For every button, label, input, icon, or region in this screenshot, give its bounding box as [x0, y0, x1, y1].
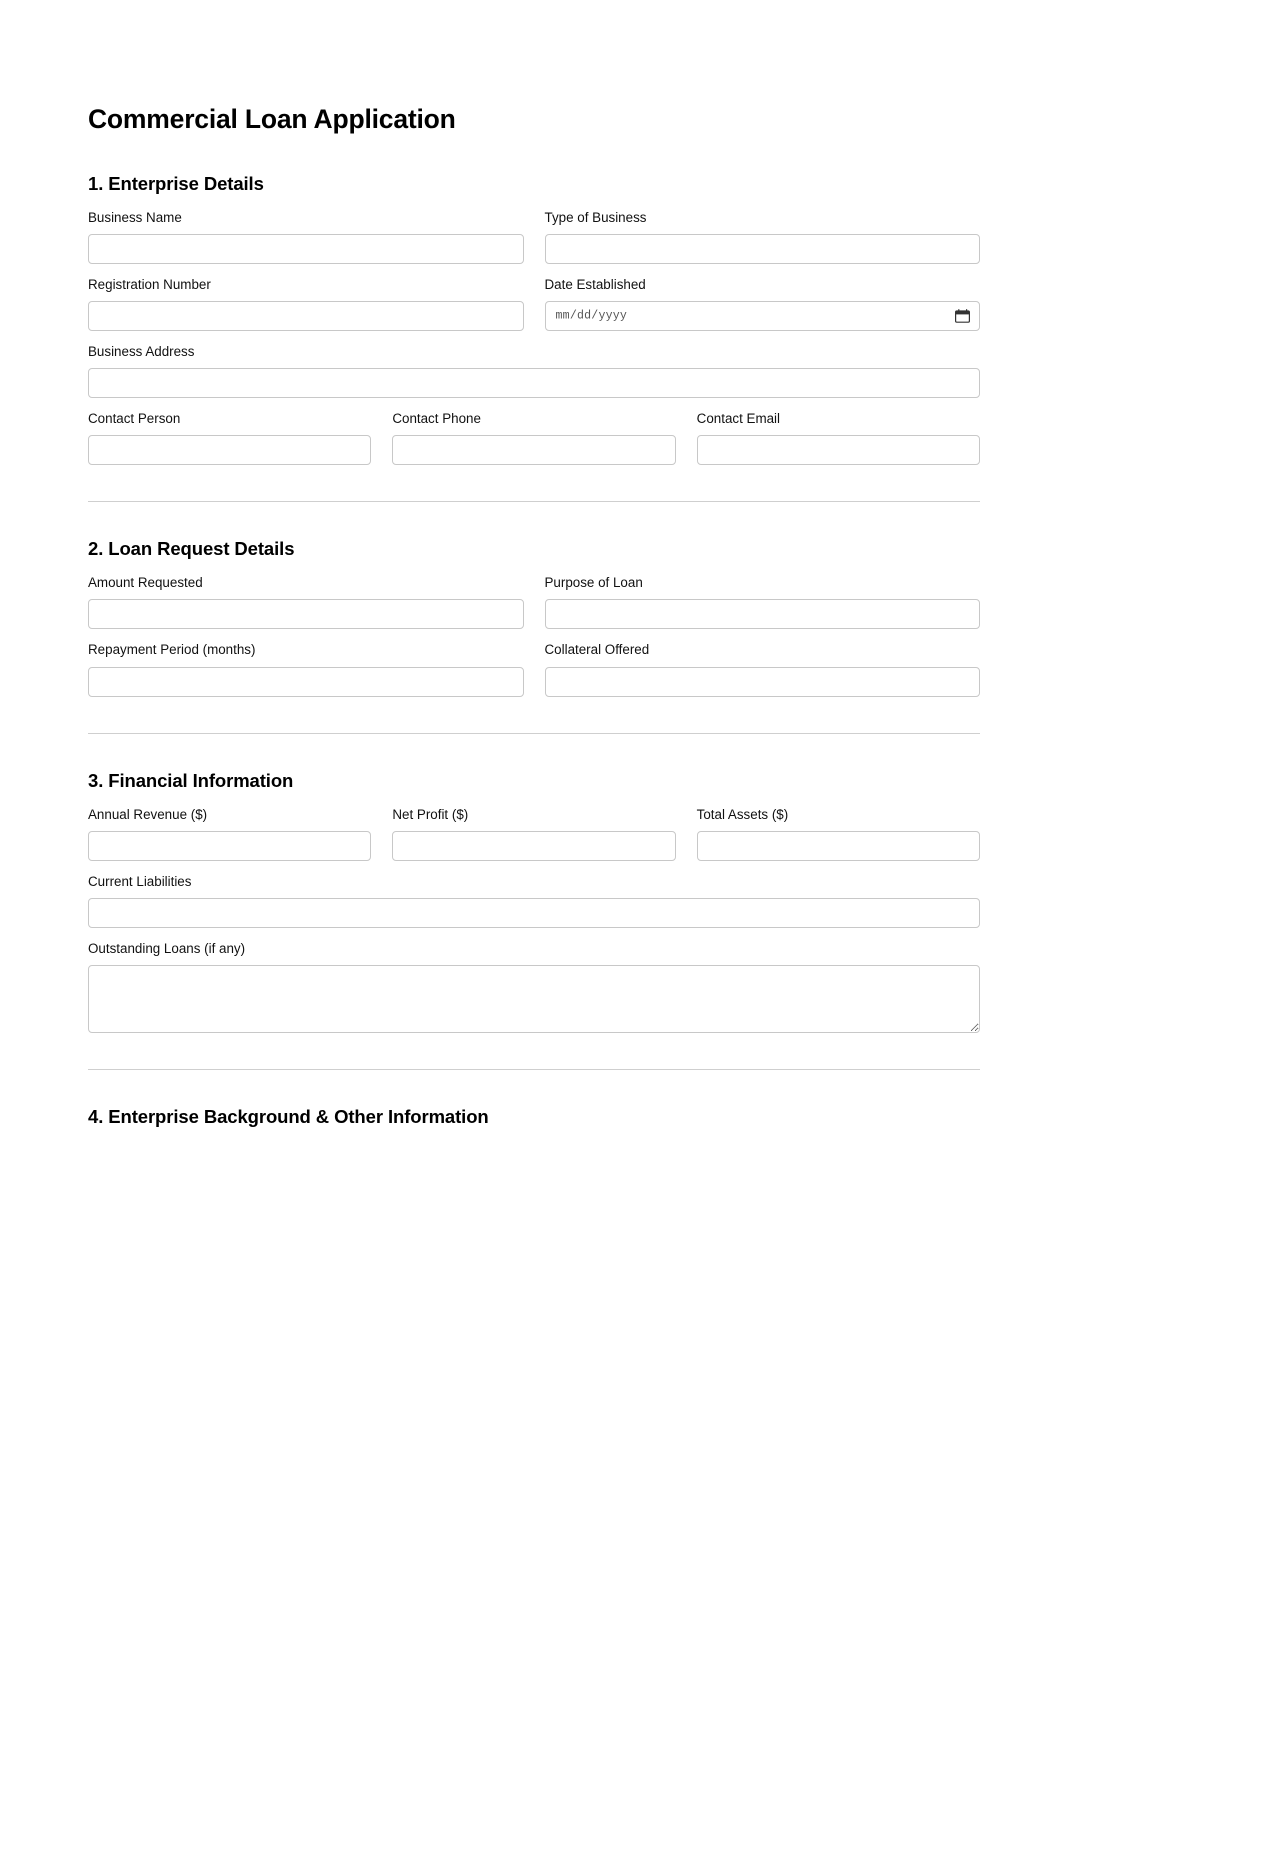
field-row — [88, 873, 980, 928]
text-input[interactable] — [88, 435, 371, 465]
form-field — [88, 276, 524, 331]
field-label: Outstanding Loans (if any) — [88, 940, 246, 956]
section-heading: 4. Enterprise Background & Other Information — [88, 1105, 489, 1127]
form-field — [88, 209, 524, 264]
field-label: Purpose of Loan — [544, 575, 643, 591]
form-field — [88, 343, 980, 398]
field-label: Contact Person — [88, 411, 181, 427]
field-label: Repayment Period (months) — [88, 642, 256, 658]
text-input[interactable] — [697, 831, 980, 861]
text-input[interactable] — [697, 435, 980, 465]
field-row — [88, 410, 980, 465]
text-input[interactable] — [88, 599, 524, 629]
field-label: Contact Email — [696, 411, 781, 427]
field-row — [88, 276, 980, 331]
field-label: Registration Number — [88, 277, 211, 293]
form-field — [88, 940, 980, 1033]
text-input[interactable] — [88, 234, 524, 264]
form-field — [545, 209, 981, 264]
field-label: Collateral Offered — [544, 642, 650, 658]
form-field — [88, 873, 980, 928]
text-input[interactable] — [545, 599, 981, 629]
form-field — [545, 641, 981, 696]
field-label: Type of Business — [544, 210, 647, 225]
text-input[interactable] — [88, 301, 524, 331]
form-field — [545, 574, 981, 629]
section-divider — [88, 733, 980, 734]
form-section — [88, 538, 980, 696]
form-field — [697, 410, 980, 465]
date-established-input[interactable] — [545, 301, 981, 331]
section-heading: 2. Loan Request Details — [88, 538, 295, 560]
field-label: Annual Revenue ($) — [88, 806, 208, 822]
text-input[interactable] — [545, 667, 981, 697]
field-row — [88, 343, 980, 398]
date-field-wrapper — [545, 301, 981, 331]
field-row — [88, 574, 980, 629]
form-section — [88, 173, 980, 465]
page-title: Commercial Loan Application — [88, 104, 456, 134]
text-input[interactable] — [88, 368, 980, 398]
field-label: Business Address — [88, 344, 195, 360]
field-row — [88, 806, 980, 861]
section-heading: 1. Enterprise Details — [88, 173, 264, 194]
form-field — [88, 410, 371, 465]
field-row — [88, 209, 980, 264]
field-row — [88, 641, 980, 696]
text-input[interactable] — [392, 435, 675, 465]
form-field — [545, 276, 981, 331]
field-label: Amount Requested — [88, 575, 203, 591]
form-section — [88, 1106, 980, 1128]
text-input[interactable] — [392, 831, 675, 861]
form-field — [392, 410, 675, 465]
date-placeholder-text: mm/dd/yyyy — [555, 309, 628, 323]
text-input[interactable] — [88, 831, 371, 861]
section-divider — [88, 501, 980, 502]
field-row — [88, 940, 980, 1033]
field-label: Net Profit ($) — [392, 806, 469, 822]
field-label: Business Name — [88, 210, 182, 225]
form-field — [88, 641, 524, 696]
form-field — [697, 806, 980, 861]
section-divider — [88, 1069, 980, 1070]
outstanding-loans-textarea[interactable] — [88, 965, 980, 1033]
form-field — [392, 806, 675, 861]
form-section — [88, 770, 980, 1033]
form-field — [88, 574, 524, 629]
field-label: Current Liabilities — [88, 873, 192, 889]
form-sections — [88, 173, 980, 1128]
text-input[interactable] — [545, 234, 981, 264]
form-field — [88, 806, 371, 861]
field-label: Contact Phone — [392, 411, 481, 427]
section-heading: 3. Financial Information — [88, 769, 294, 791]
text-input[interactable] — [88, 667, 524, 697]
calendar-icon[interactable] — [955, 309, 970, 323]
text-input[interactable] — [88, 898, 980, 928]
field-label: Total Assets ($) — [696, 806, 789, 822]
field-label: Date Established — [544, 277, 646, 293]
